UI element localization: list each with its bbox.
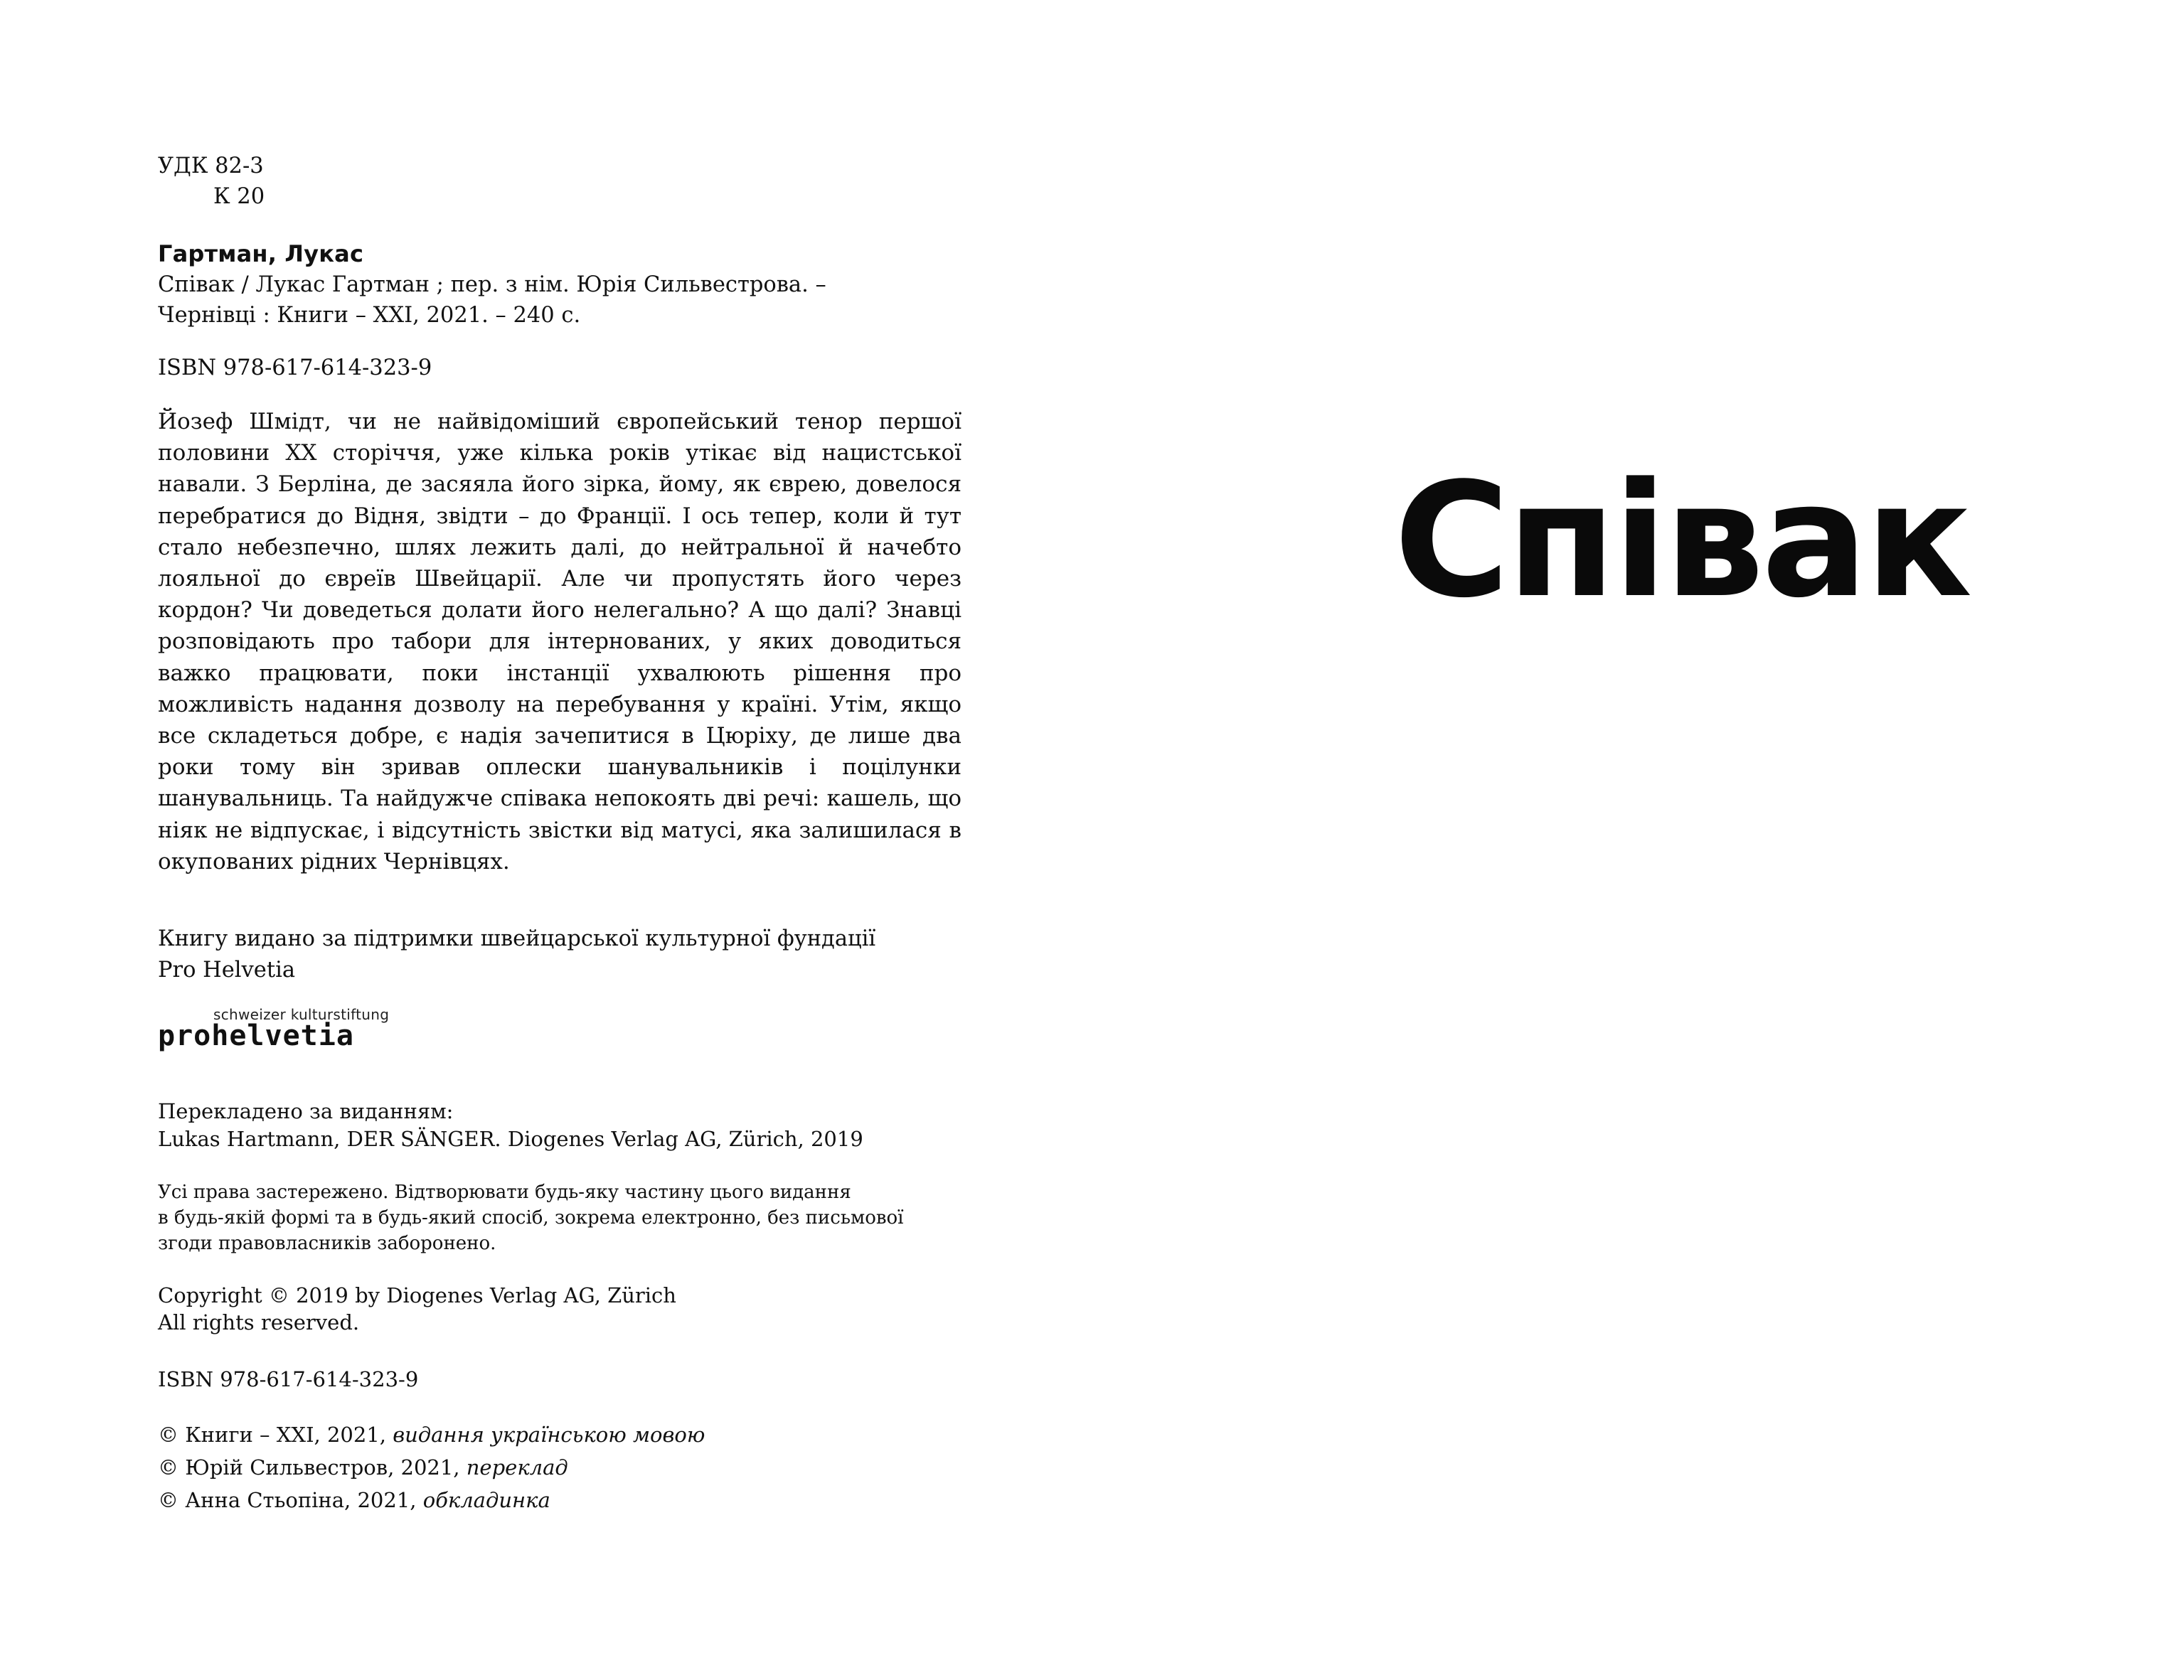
credit-role: видання українською мовою: [393, 1423, 705, 1448]
credit-role: переклад: [466, 1455, 568, 1480]
logo-name: prohelvetia: [158, 1020, 354, 1053]
credits: [158, 1418, 962, 1516]
bib-line: Чернівці : Книги – ХХІ, 2021. – 240 с.: [158, 303, 581, 328]
support-note: [158, 924, 962, 986]
bibliographic-description: [158, 269, 962, 331]
credit-line: [158, 1484, 962, 1516]
translation-source: [158, 1098, 962, 1153]
credit-role: обкладинка: [422, 1488, 550, 1513]
credit-line: [158, 1418, 962, 1451]
author-mark: К 20: [213, 184, 265, 209]
credit-holder: © Книги – ХХІ, 2021,: [158, 1423, 393, 1448]
translated-source: Lukas Hartmann, DER SÄNGER. Diogenes Verlag AG, Zürich, 2019: [158, 1127, 863, 1152]
imprint-page: [158, 151, 962, 1516]
support-line: Pro Helvetia: [158, 958, 296, 983]
rights-line: згоди правовласників заборонено.: [158, 1233, 496, 1255]
copyright-line: Copyright © 2019 by Diogenes Verlag AG, Zürich: [158, 1283, 676, 1308]
logo-subtitle: schweizer kulturstiftung: [213, 1006, 390, 1024]
udk-block: [158, 151, 962, 212]
rights-notice: [158, 1179, 962, 1256]
support-line: Книгу видано за підтримки швейцарської культурної фундації: [158, 926, 876, 952]
pro-helvetia-logo: [158, 1000, 442, 1068]
credit-holder: © Анна Стьопіна, 2021,: [158, 1488, 423, 1513]
author-heading: Гартман, Лукас: [158, 240, 364, 267]
translated-label: Перекладено за виданням:: [158, 1099, 454, 1124]
copyright-line: All rights reserved.: [158, 1310, 360, 1335]
isbn-top: ISBN 978-617-614-323-9: [158, 355, 432, 380]
isbn-bottom: ISBN 978-617-614-323-9: [158, 1367, 419, 1392]
rights-line: Усі права застережено. Відтворювати будь-яку частину цього видання: [158, 1182, 851, 1204]
book-title: Співак: [1394, 449, 1970, 633]
udk-code: УДК 82-3: [158, 154, 264, 178]
rights-line: в будь-якій формі та в будь-який спосіб, зокрема електронно, без письмової: [158, 1207, 904, 1229]
annotation: Йозеф Шмідт, чи не найвідоміший європейський тенор першої половини ХХ сторіччя, уже кілька років утікає від нацистської навали. З Берліна, де засяяла його зірка, йому, як єврею, довелося перебратися до Відня, звідти – до Франції. І ось тепер, коли й тут стало небезпечно, шлях лежить далі, до нейтральної й начебто лояльної до євреїв Швейцарії. Але чи пропустять його через кордон? Чи доведеться долати його нелегально? А що далі? Знавці розповідають про табори для інтернованих, у яких доводиться важко працювати, поки інстанції ухвалюють рішення про можливість надання дозволу на перебування у країні. Утім, якщо все складеться добре, є надія зачепитися в Цюріху, де лише два роки тому він зривав оплески шанувальників і поцілунки шанувальниць. Та найдужче співака непокоять дві речі: кашель, що ніяк не відпускає, і відсутність звістки від матусі, яка залишилася в окупованих рідних Чернівцях.: [158, 409, 962, 874]
bib-line: Співак / Лукас Гартман ; пер. з нім. Юрія Сильвестрова. –: [158, 272, 826, 297]
credit-line: [158, 1451, 962, 1484]
copyright-notice: [158, 1282, 962, 1336]
credit-holder: © Юрій Сильвестров, 2021,: [158, 1455, 467, 1480]
